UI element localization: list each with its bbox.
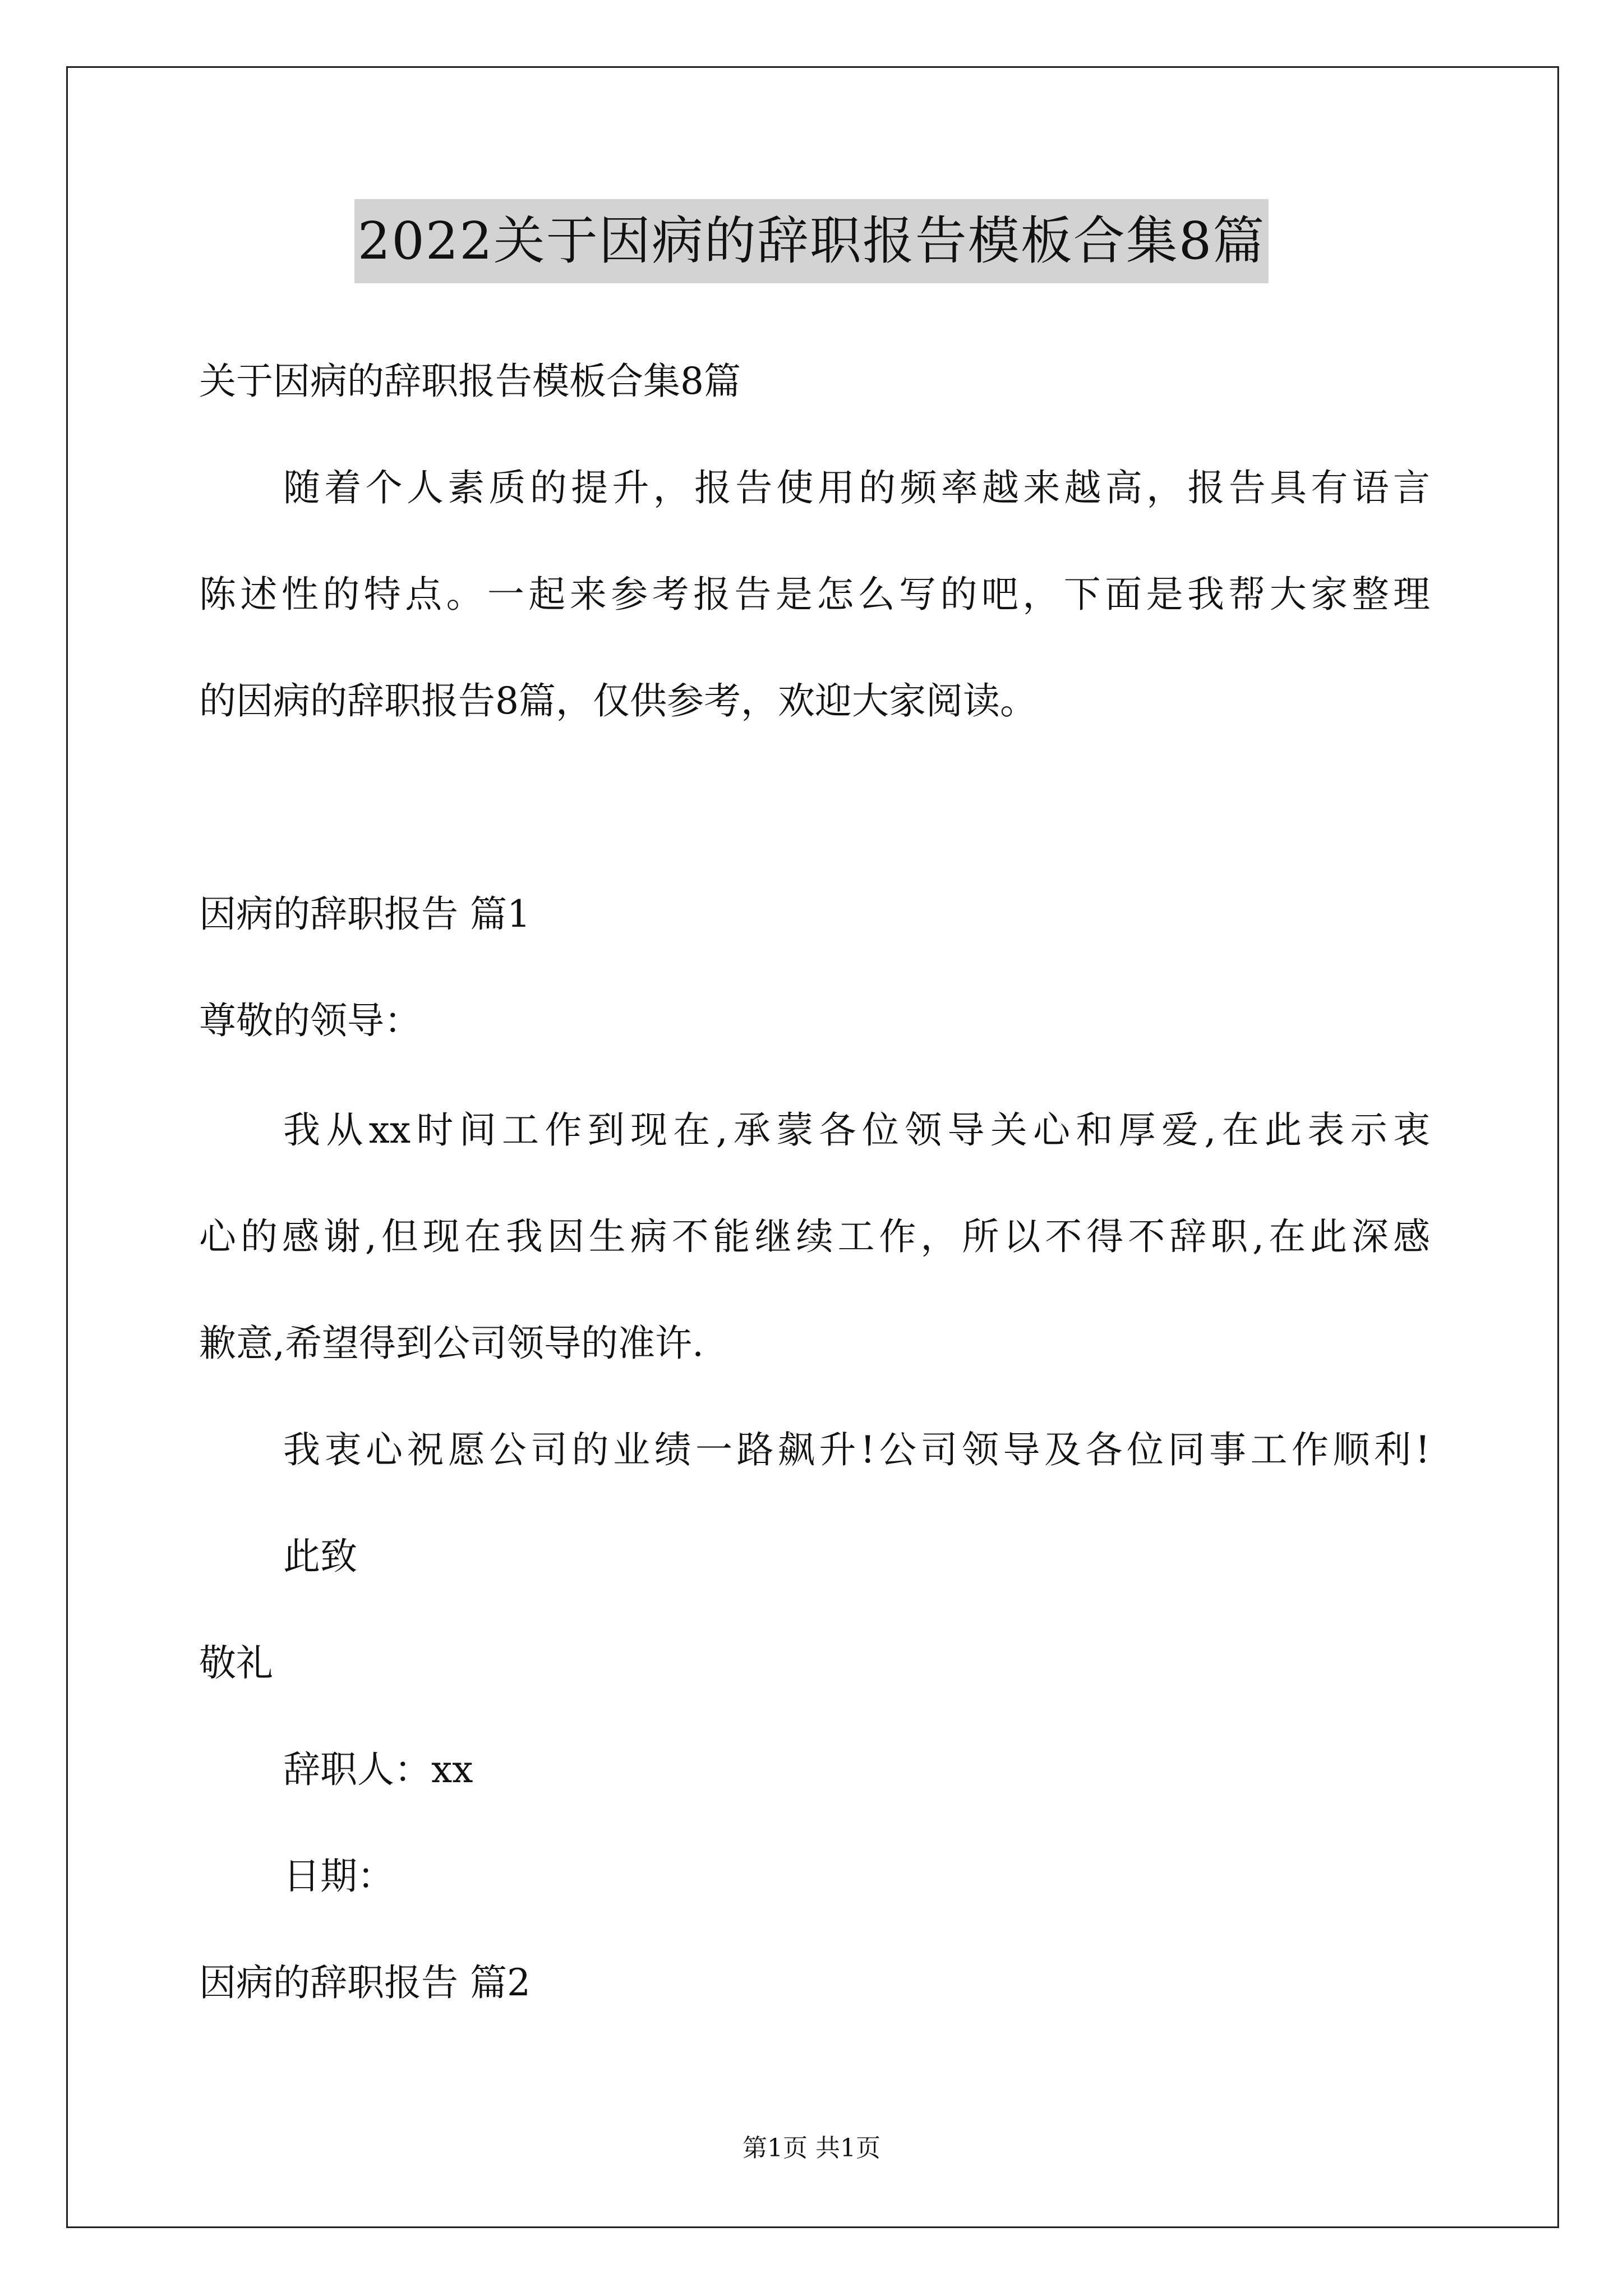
section-2-heading: 因病的辞职报告 篇2 — [199, 1961, 531, 2004]
intro-line-3: 的因病的辞职报告8篇，仅供参考，欢迎大家阅读。 — [199, 679, 1037, 723]
section-1-heading: 因病的辞职报告 篇1 — [199, 892, 531, 936]
page-footer: 第1页 共1页 — [743, 2134, 880, 2162]
salutation: 尊敬的领导： — [199, 999, 421, 1042]
signer-line: 辞职人：xx — [283, 1748, 473, 1791]
wish-line: 我衷心祝愿公司的业绩一路飙升!公司领导及各位同事工作顺利! — [283, 1428, 1430, 1471]
body-line-2: 心的感谢,但现在我因生病不能继续工作，所以不得不辞职,在此深感 — [199, 1215, 1430, 1258]
date-line: 日期： — [283, 1855, 394, 1898]
intro-line-2: 陈述性的特点。一起来参考报告是怎么写的吧，下面是我帮大家整理 — [199, 573, 1430, 616]
document-subtitle: 关于因病的辞职报告模板合集8篇 — [199, 360, 741, 403]
closing-jing-li: 敬礼 — [199, 1641, 273, 1685]
body-line-3: 歉意,希望得到公司领导的准许. — [199, 1322, 704, 1365]
title-container — [0, 199, 1623, 283]
closing-ci-zhi: 此致 — [283, 1535, 357, 1578]
intro-line-1: 随着个人素质的提升，报告使用的频率越来越高，报告具有语言 — [283, 466, 1430, 509]
body-line-1: 我从xx时间工作到现在,承蒙各位领导关心和厚爱,在此表示衷 — [283, 1108, 1430, 1152]
document-title: 2022关于因病的辞职报告模板合集8篇 — [354, 199, 1269, 283]
